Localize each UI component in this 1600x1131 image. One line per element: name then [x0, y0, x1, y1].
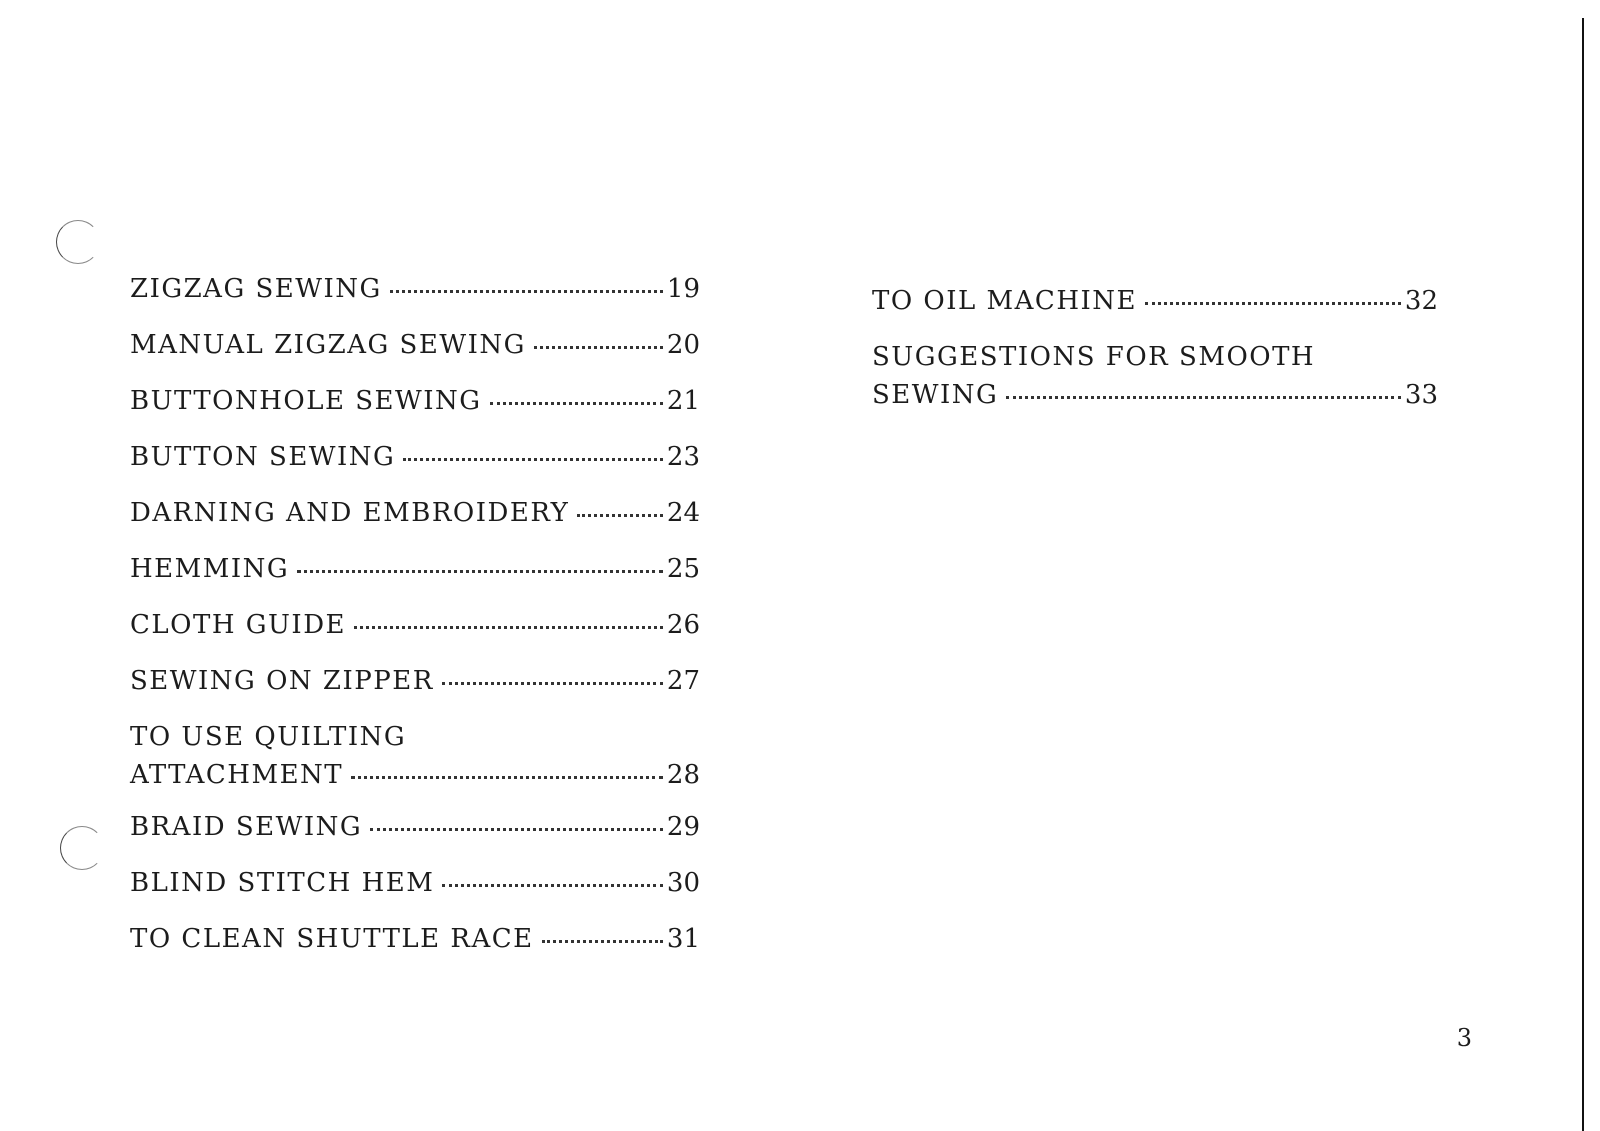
- toc-entry-title: BRAID SEWING: [130, 812, 363, 842]
- punch-hole-mark: [60, 826, 104, 870]
- dot-leader: [1145, 302, 1401, 305]
- dot-leader: [442, 682, 663, 685]
- dot-leader: [403, 458, 663, 461]
- toc-entry-title: BUTTON SEWING: [130, 442, 396, 472]
- toc-entry-page: 26: [666, 610, 700, 640]
- toc-entry-page: 21: [666, 386, 700, 416]
- dot-leader: [490, 402, 663, 405]
- toc-entry: [130, 382, 700, 420]
- dot-leader: [390, 290, 663, 293]
- dot-leader: [354, 626, 663, 629]
- toc-entry: [130, 606, 700, 644]
- punch-hole-mark: [56, 220, 100, 264]
- toc-entry: [130, 438, 700, 476]
- toc-entry-page: 28: [666, 760, 700, 790]
- toc-entry: [130, 920, 700, 958]
- toc-entry-title: BLIND STITCH HEM: [130, 868, 435, 898]
- toc-entry-title: SEWING ON ZIPPER: [130, 666, 434, 696]
- toc-entry: [130, 326, 700, 364]
- dot-leader: [370, 828, 663, 831]
- toc-entry-page: 30: [666, 868, 700, 898]
- toc-entry-title: CLOTH GUIDE: [130, 610, 347, 640]
- dot-leader: [577, 514, 663, 517]
- toc-entry-title: TO OIL MACHINE: [872, 286, 1138, 316]
- toc-entry-title: MANUAL ZIGZAG SEWING: [130, 330, 526, 360]
- toc-entry-page: 20: [666, 330, 700, 360]
- toc-entry: [130, 550, 700, 588]
- dot-leader: [297, 570, 663, 573]
- page-edge-line: [1582, 18, 1584, 1131]
- toc-entry-title: ZIGZAG SEWING: [130, 274, 382, 304]
- dot-leader: [534, 346, 663, 349]
- toc-right-column: [872, 282, 1438, 432]
- toc-entry-title: ATTACHMENT: [130, 760, 344, 790]
- toc-entry-page: 23: [666, 442, 700, 472]
- toc-entry: [130, 270, 700, 308]
- toc-entry-page: 31: [666, 924, 700, 954]
- toc-entry-title: TO CLEAN SHUTTLE RACE: [130, 924, 534, 954]
- toc-entry: [130, 494, 700, 532]
- toc-entry-page: 19: [666, 274, 700, 304]
- dot-leader: [351, 776, 663, 779]
- dot-leader: [442, 884, 663, 887]
- toc-entry-page: 25: [666, 554, 700, 584]
- toc-entry: [130, 662, 700, 700]
- toc-entry-page: 24: [666, 498, 700, 528]
- toc-entry: [130, 808, 700, 846]
- toc-entry: [130, 718, 700, 794]
- toc-entry-title: BUTTONHOLE SEWING: [130, 386, 482, 416]
- toc-entry-page: 32: [1404, 286, 1438, 316]
- toc-entry: [872, 282, 1438, 320]
- page-number: 3: [1456, 1024, 1472, 1052]
- dot-leader: [542, 940, 663, 943]
- toc-entry-page: 27: [666, 666, 700, 696]
- toc-entry-title: HEMMING: [130, 554, 290, 584]
- dot-leader: [1006, 396, 1401, 399]
- toc-entry-title-line1: TO USE QUILTING: [130, 722, 407, 752]
- toc-entry-title-line1: SUGGESTIONS FOR SMOOTH: [872, 342, 1316, 372]
- toc-entry-page: 29: [666, 812, 700, 842]
- toc-entry-page: 33: [1404, 380, 1438, 410]
- toc-left-column: [130, 270, 700, 976]
- toc-entry: [872, 338, 1438, 414]
- toc-entry: [130, 864, 700, 902]
- toc-entry-title: DARNING AND EMBROIDERY: [130, 498, 570, 528]
- toc-entry-title: SEWING: [872, 380, 999, 410]
